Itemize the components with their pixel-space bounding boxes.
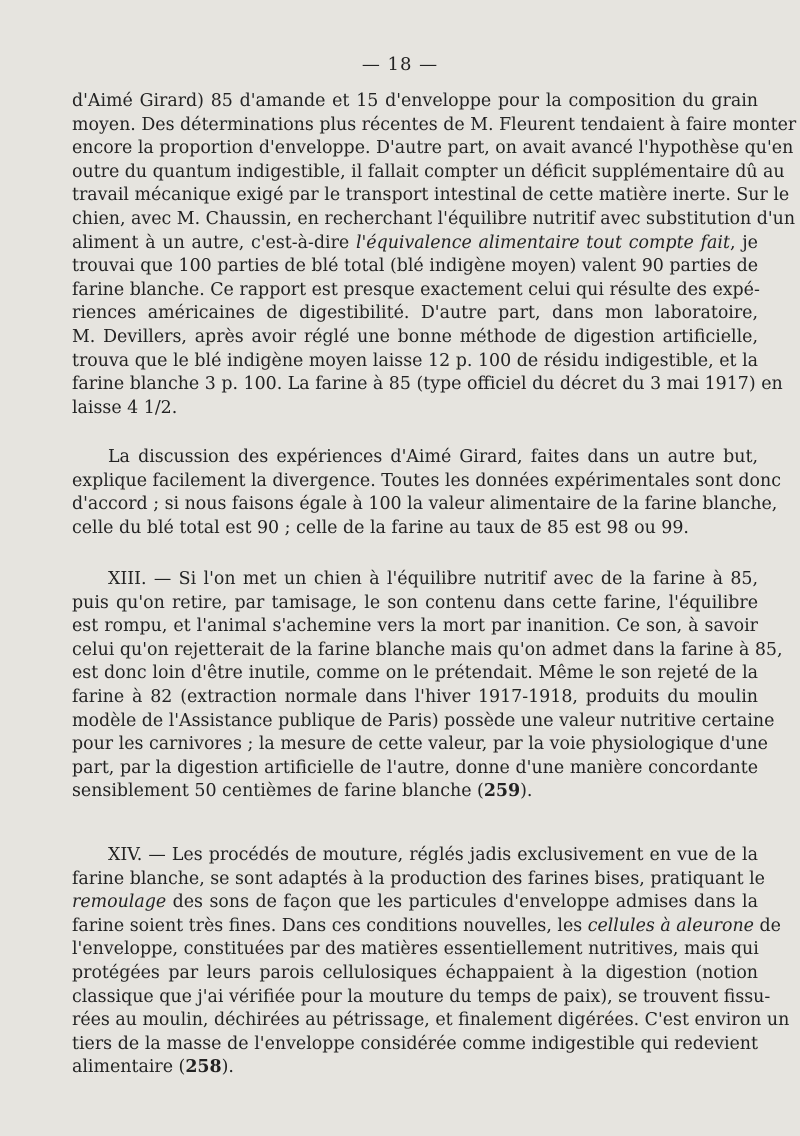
text-line: travail mécanique exigé par le transport intestinal de cette matière inerte. Sur le	[72, 185, 790, 206]
paragraph-section-xiii	[72, 568, 783, 804]
text-line-mixed	[72, 1056, 758, 1080]
text-line: trouvai que 100 parties de blé total (blé indigène moyen) valent 90 parties de	[72, 256, 758, 277]
text-line: est rompu, et l'animal s'achemine vers la mort par inanition. Ce son, à savoir	[72, 616, 758, 637]
text-line: pour les carnivores ; la mesure de cette valeur, par la voie physiologique d'une	[72, 734, 768, 755]
text-line: La discussion des expériences d'Aimé Girard, faites dans un autre but,	[108, 447, 758, 467]
text-line: chien, avec M. Chaussin, en recherchant l'équilibre nutritif avec substitution d'un	[72, 208, 796, 229]
text-line-mixed	[72, 232, 758, 256]
text-line-mixed	[72, 891, 758, 915]
text-line: protégées par leurs parois cellulosiques échappaient à la digestion (notion	[72, 962, 758, 983]
text-line: outre du quantum indigestible, il fallait compter un déficit supplémentaire dû au	[72, 161, 785, 182]
text-line: d'Aimé Girard) 85 d'amande et 15 d'enveloppe pour la composition du grain	[72, 91, 758, 111]
text-segment: , je	[729, 232, 758, 253]
text-line: farine blanche, se sont adaptés à la production des farines bises, pratiquant le	[72, 868, 765, 889]
text-line: rées au moulin, déchirées au pétrissage, et finalement digérées. C'est environ un	[72, 1010, 790, 1031]
text-line: farine blanche. Ce rapport est presque exactement celui qui résulte des expé-	[72, 279, 760, 300]
text-line: celle du blé total est 90 ; celle de la farine au taux de 85 est 98 ou 99.	[72, 517, 689, 538]
text-segment: farine soient très fines. Dans ces conditions nouvelles, les	[72, 915, 588, 936]
paragraph-continued	[72, 90, 797, 420]
text-line: farine blanche 3 p. 100. La farine à 85 (type officiel du décret du 3 mai 1917) en	[72, 374, 783, 395]
text-line: encore la proportion d'enveloppe. D'autre part, on avait avancé l'hypothèse qu'en	[72, 138, 794, 159]
text-segment: des sons de façon que les particules d'enveloppe admises dans la	[166, 892, 758, 913]
text-line: XIII. — Si l'on met un chien à l'équilibre nutritif avec de la farine à 85,	[108, 569, 758, 589]
text-line: l'enveloppe, constituées par des matières essentiellement nutritives, mais qui	[72, 939, 759, 960]
text-line: classique que j'ai vérifiée pour la mouture du temps de paix), se trouvent fissu-	[72, 986, 771, 1007]
text-line: est donc loin d'être inutile, comme on le prétendait. Même le son rejeté de la	[72, 663, 758, 684]
text-segment: de	[753, 915, 781, 936]
emphasis-text: l'équivalence alimentaire tout compte fait	[355, 232, 730, 253]
emphasis-text: cellules à aleurone	[587, 915, 754, 936]
reference-number: 259	[483, 781, 521, 802]
text-segment: ).	[520, 781, 533, 802]
text-segment: ).	[221, 1057, 234, 1078]
reference-number: 258	[185, 1057, 222, 1078]
text-line: moyen. Des déterminations plus récentes de M. Fleurent tendaient à faire monter	[72, 114, 797, 135]
text-line: trouva que le blé indigène moyen laisse 12 p. 100 de résidu indigestible, et la	[72, 350, 758, 371]
paragraph-discussion	[72, 446, 781, 540]
text-segment: aliment à un autre, c'est-à-dire	[72, 232, 356, 253]
text-line: riences américaines de digestibilité. D'autre part, dans mon laboratoire,	[72, 303, 758, 324]
text-line: part, par la digestion artificielle de l'autre, donne d'une manière concordante	[72, 757, 758, 778]
text-line: d'accord ; si nous faisons égale à 100 la valeur alimentaire de la farine blanche,	[72, 494, 778, 515]
paragraph-section-xiv	[72, 844, 790, 1080]
emphasis-text: remoulage	[72, 892, 167, 913]
text-line: tiers de la masse de l'enveloppe considérée comme indigestible qui redevient	[72, 1033, 758, 1054]
text-line-mixed	[72, 915, 781, 939]
text-line: puis qu'on retire, par tamisage, le son contenu dans cette farine, l'équilibre	[72, 592, 758, 613]
text-line: M. Devillers, après avoir réglé une bonne méthode de digestion artificielle,	[72, 326, 758, 347]
text-line: modèle de l'Assistance publique de Paris) possède une valeur nutritive certaine	[72, 710, 775, 731]
text-line: XIV. — Les procédés de mouture, réglés jadis exclusivement en vue de la	[108, 845, 758, 865]
text-line: celui qu'on rejetterait de la farine blanche mais qu'on admet dans la farine à 85,	[72, 639, 783, 660]
text-segment: alimentaire (	[72, 1057, 186, 1078]
text-line: explique facilement la divergence. Toutes les données expérimentales sont donc	[72, 470, 781, 491]
page-number: — 18 —	[361, 54, 439, 75]
text-segment: sensiblement 50 centièmes de farine blanche (	[72, 781, 484, 802]
text-line: farine à 82 (extraction normale dans l'hiver 1917-1918, produits du moulin	[72, 686, 758, 707]
text-line: laisse 4 1/2.	[72, 397, 178, 418]
text-line-mixed	[72, 780, 758, 804]
